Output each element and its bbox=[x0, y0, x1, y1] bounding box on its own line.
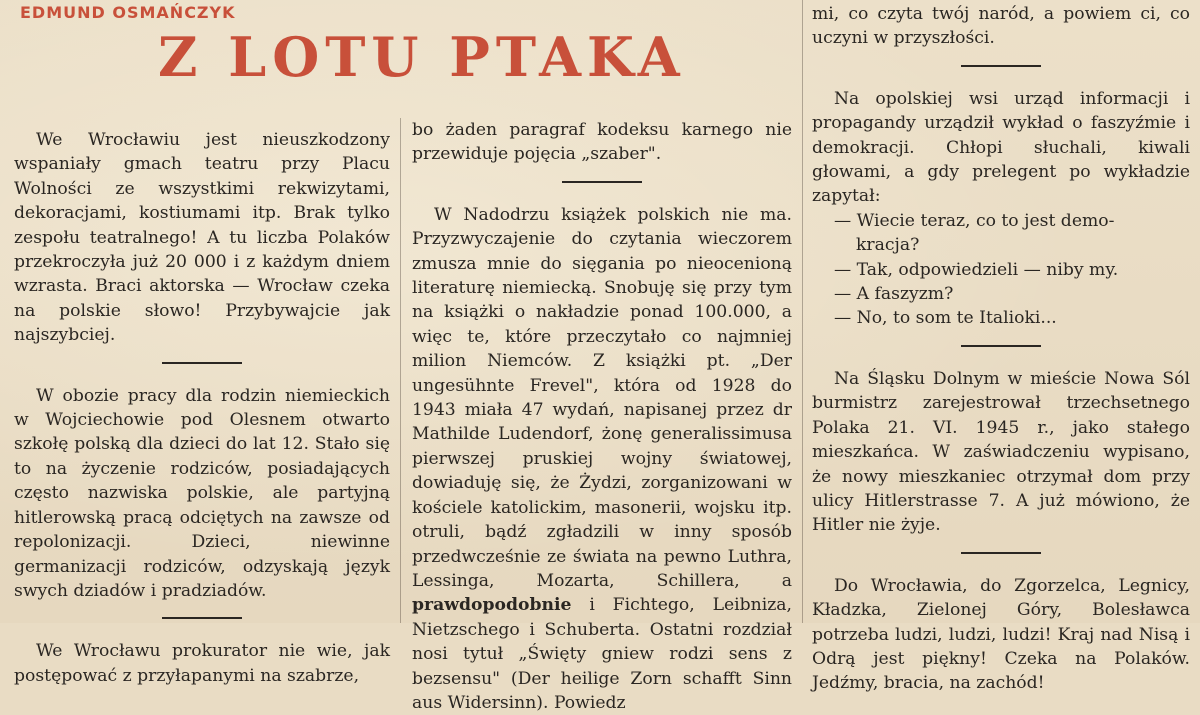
dialog-line: kracja? bbox=[856, 235, 920, 256]
section-divider bbox=[162, 362, 242, 364]
column-divider-1 bbox=[400, 118, 401, 623]
section-divider bbox=[961, 65, 1041, 67]
dialog-line: — Wiecie teraz, co to jest demo- bbox=[834, 210, 1115, 231]
text-run: i Fichtego, Leibniza, Nietzschego i Schuberta. Ostatni rozdział nosi tytuł „Święty gniew rodzi sens z bezsensu" (Der heilige Zorn schafft Sinn aus Widersinn). Powiedz bbox=[412, 595, 792, 713]
article-paragraph: We Wrocławu prokurator nie wie, jak postępować z przyłapanymi na szabrze, bbox=[14, 641, 390, 686]
section-divider bbox=[562, 181, 642, 183]
dialog-line: — Tak, odpowiedzieli — niby my. bbox=[834, 259, 1119, 280]
article-paragraph: Do Wrocławia, do Zgorzelca, Legnicy, Kładzka, Zielonej Góry, Bolesławca potrzeba ludzi, ludzi, ludzi! Kraj nad Nisą i Odrą jest piękny! Czeka na Polaków. Jedźmy, bracia, na zachód! bbox=[812, 575, 1190, 694]
section-divider bbox=[961, 552, 1041, 554]
emphasis-text: prawdopodobnie bbox=[412, 595, 572, 616]
headline: Z LOTU PTAKA bbox=[158, 25, 686, 89]
column-3 bbox=[812, 2, 1190, 696]
article-continuation: mi, co czyta twój naród, a powiem ci, co uczyni w przyszłości. bbox=[812, 4, 1190, 49]
article-continuation: bo żaden paragraf kodeksu karnego nie przewiduje pojęcia „szaber". bbox=[412, 120, 792, 165]
article-paragraph: We Wrocławiu jest nieuszkodzony wspaniały gmach teatru przy Placu Wolności ze wszystkimi rekwizytami, dekoracjami, kostiumami itp. Brak tylko zespołu teatralnego! A tu liczba Polaków przekroczyła już 20 000 i z każdym dniem wzrasta. Braci aktorska — Wrocław czeka na polskie słowo! Przybywajcie jak najszybciej. bbox=[14, 130, 390, 346]
text-run: W Nadodrzu książek polskich nie ma. Przyzwyczajenie do czytania wieczorem zmusza mnie do sięgania po nieocenioną literaturę niemiecką. Snobuję się przy tym na książki o nakładzie ponad 100.000, a więc te, które przeczytało co najmniej milion Niemców. Z książki pt. „Der ungesühnte Frevel", która od 1928 do 1943 miała 47 wydań, napisanej przez dr Mathilde Ludendorf, żonę generalissimusa pierwszej pruskiej wojny światowej, dowiaduję się, że Żydzi, zorganizowani w kościele katolickim, masonerii, wojsku itp. otruli, bądź zgładzili w inny sposób przedwcześnie ze świata na pewno Luthra, Lessinga, Mozarta, Schillera, a bbox=[412, 204, 792, 591]
dialog-line: — A faszyzm? bbox=[834, 284, 954, 305]
dialog-line: — No, to som te Italioki... bbox=[834, 308, 1057, 329]
article-paragraph: W obozie pracy dla rodzin niemieckich w Wojciechowie pod Olesnem otwarto szkołę polską dla dzieci do lat 12. Stało się to na życzenie rodziców, posiadających często nazwiska polskie, ale partyjną hitlerowską pracą odciętych na zawsze od repolonizacji. Dzieci, niewinne germanizacji rodziców, odzyskają język swych dziadów i pradziadów. bbox=[14, 385, 390, 601]
author-byline: EDMUND OSMAŃCZYK bbox=[20, 3, 236, 22]
article-paragraph bbox=[412, 203, 792, 715]
section-divider bbox=[961, 345, 1041, 347]
section-divider bbox=[162, 617, 242, 619]
article-paragraph: Na opolskiej wsi urząd informacji i propagandy urządził wykład o faszyźmie i demokracji. Chłopi słuchali, kiwali głowami, a gdy prelegent po wykładzie zapytał: bbox=[812, 88, 1190, 207]
column-1 bbox=[14, 128, 390, 688]
article-paragraph: Na Śląsku Dolnym w mieście Nowa Sól burmistrz zarejestrował trzechsetnego Polaka 21. VI. 1945 r., jako stałego mieszkańca. W zaświadczeniu wypisano, że nowy mieszkaniec otrzymał dom przy ulicy Hitlerstrasse 7. A już mówiono, że Hitler nie żyje. bbox=[812, 368, 1190, 536]
column-2 bbox=[412, 118, 792, 715]
column-divider-2 bbox=[802, 0, 803, 623]
